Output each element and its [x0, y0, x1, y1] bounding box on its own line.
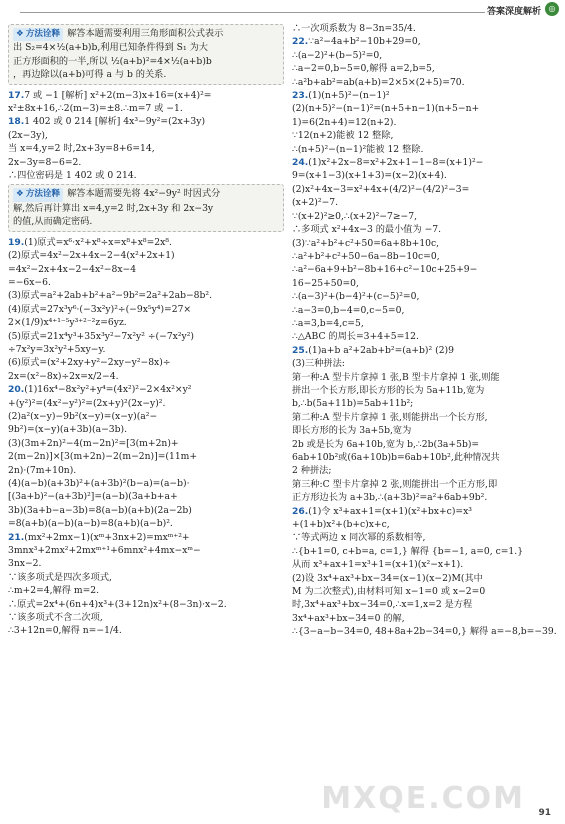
- answer-text: ∴原式=2x⁴+(6n+4)x³+(3+12n)x²+(8−3n)·x−2.: [8, 598, 227, 610]
- right-column: [292, 22, 560, 639]
- answer-line: [8, 115, 284, 128]
- page-number: 91: [538, 808, 551, 818]
- answer-text: 3mnx³+2mx²+2mxᵐ⁺¹+6mnx²+4mx−xᵐ−: [8, 545, 201, 557]
- answer-text: ∴a²+b²+c²+50−6a−8b−10c=0,: [292, 250, 440, 262]
- answer-text: 时,3x⁴+ax³+bx−34=0,∴x=1,x=2 是方程: [292, 599, 473, 611]
- answer-line: [8, 397, 284, 410]
- answer-text: ∴△ABC 的周长=3+4+5=12.: [292, 331, 419, 343]
- answer-text: 6ab+10b²或(6a+10b)b=6ab+10b²,此种情况共: [292, 452, 500, 463]
- answer-line: [292, 49, 560, 62]
- answer-text: 16−25+50=0,: [292, 277, 359, 289]
- question-number: 26.: [292, 505, 309, 517]
- answer-text: 2(m−2n)]×[3(m+2n)−2(m−2n)]=(11m+: [8, 451, 198, 463]
- answer-line: [292, 156, 560, 169]
- answer-line: [8, 450, 284, 463]
- answer-line: [292, 76, 560, 89]
- answer-line: [292, 169, 560, 182]
- answer-line: [8, 89, 284, 102]
- answer-line: [292, 491, 560, 504]
- answer-text: +(y²)²=(4x²−y²)²=(2x+y)²(2x−y)².: [8, 397, 166, 409]
- answer-line: [292, 35, 560, 48]
- answer-line: [8, 169, 284, 182]
- answer-line: [8, 437, 284, 450]
- answer-line: [292, 438, 560, 451]
- answer-line: [292, 424, 560, 437]
- answer-line: [8, 383, 284, 396]
- answer-line: [292, 384, 560, 397]
- answer-text: 2n)·(7m+10n).: [8, 464, 77, 476]
- answer-text: (4)原式=27x³y⁶·(−3x²y)²÷(−9x⁵y⁴)=27×: [8, 303, 192, 315]
- answer-text: (1)令 x³+ax+1=(x+1)(x²+bx+c)=x³: [308, 505, 472, 517]
- answer-text: ∴多项式 x²+4x−3 的最小值为 −7.: [292, 224, 442, 236]
- answer-text: 正方形边长为 a+3b,∴(a+3b)²=a²+6ab+9b².: [292, 492, 488, 504]
- question-number: 21.: [8, 531, 25, 543]
- answer-text: 拼出一个长方形,即长方形的长为 5a+11b,宽为: [292, 384, 485, 396]
- answer-text: ∵12(n+2)能被 12 整除,: [292, 130, 394, 142]
- answer-line: [292, 102, 560, 115]
- answer-text: ∴a²b+ab²=ab(a+b)=2×5×(2+5)=70.: [292, 76, 465, 88]
- answer-line: [292, 464, 560, 477]
- answer-text: ∵(x+2)²≥0,∴(x+2)²−7≥−7,: [292, 210, 418, 222]
- answer-text: 从而 x³+ax+1=x³+1=(x+1)(x²−x+1).: [292, 559, 464, 571]
- answer-text: 2b 或是长为 6a+10b,宽为 b,∴2b(3a+5b)=: [292, 438, 480, 450]
- answer-line: [292, 237, 560, 250]
- method-note-tag-label: 方法诠释: [25, 189, 61, 200]
- answer-line: [8, 276, 284, 289]
- answer-text: ∵等式两边 x 同次幂的系数相等,: [292, 532, 426, 544]
- answer-line: [292, 250, 560, 263]
- answer-line: [292, 357, 560, 370]
- answer-line: [8, 624, 284, 637]
- answer-text: 2x−3y=8−6=2.: [8, 156, 82, 168]
- answer-text: 9=(x+1−3)(x+1+3)=(x−2)(x+4).: [292, 170, 447, 182]
- answer-text: x²±8x+16,∴2(m−3)=±8.∴m=7 或 −1.: [8, 103, 183, 115]
- watermark: MXQE.COM: [321, 781, 525, 816]
- answer-text: b,∴b(5a+11b)=5ab+11b²;: [292, 398, 414, 410]
- answer-line: [8, 611, 284, 624]
- answer-text: (2)原式=4x²−2x+4x−2−4(x²+2x+1): [8, 250, 175, 262]
- answer-text: 第三种:C 型卡片拿掉 2 张,则能拼出一个正方形,即: [292, 478, 498, 490]
- answer-text: 2×(1/9)x⁴⁺¹⁻⁵y³⁺²⁻²z=6yz.: [8, 317, 127, 329]
- answer-line: [8, 102, 284, 115]
- method-note-box: [8, 184, 284, 231]
- answer-text: ∵该多项式不含二次项,: [8, 612, 103, 624]
- answer-line: [8, 504, 284, 517]
- answer-line: [8, 129, 284, 142]
- answer-line: [8, 263, 284, 276]
- question-number: 17.: [8, 89, 25, 101]
- answer-text: ∴a−2=0,b−5=0,解得 a=2,b=5,: [292, 63, 435, 75]
- answer-line: [292, 223, 560, 236]
- answer-line: [292, 129, 560, 142]
- answer-text: (3)(3m+2n)²−4(m−2n)²=[3(m+2n)+: [8, 437, 179, 449]
- answer-text: 2 种拼法;: [292, 465, 332, 477]
- answer-text: (2x−3y),: [8, 129, 48, 141]
- answer-text: ∴{b+1=0, c+b=a, c=1,} 解得 {b=−1, a=0, c=1.}: [292, 545, 524, 557]
- answer-line: [292, 210, 560, 223]
- answer-text: (3)∵a²+b²+c²+50=6a+8b+10c,: [292, 237, 440, 249]
- answer-text: ∵该多项式是四次多项式,: [8, 571, 112, 583]
- answer-text: =4x²−2x+4x−2−4x²−8x−4: [8, 263, 137, 275]
- left-column: [8, 22, 284, 638]
- answer-line: [8, 544, 284, 557]
- question-number: 22.: [292, 36, 309, 48]
- method-note-box: [8, 24, 284, 85]
- answer-line: [292, 558, 560, 571]
- answer-line: [292, 598, 560, 611]
- answer-text: 即长方形的长为 3a+5b,宽为: [292, 425, 412, 437]
- answer-text: 第二种:A 型卡片拿掉 1 张,则能拼出一个长方形,: [292, 411, 488, 423]
- answer-text: (2)设 3x⁴+ax³+bx−34=(x−1)(x−2)M(其中: [292, 572, 483, 584]
- answer-line: [8, 289, 284, 302]
- answer-text: ∴a=3,b=4,c=5,: [292, 317, 364, 329]
- answer-line: [292, 371, 560, 384]
- answer-text: (1)16x⁴−8x²y²+y⁴=(4x²)²−2×4x²×y²: [24, 384, 192, 396]
- answer-text: (2)x²+4x−3=x²+4x+(4/2)²−(4/2)²−3=: [292, 183, 470, 195]
- answer-line: [8, 142, 284, 155]
- answer-text: ∴(a−3)²+(b−4)²+(c−5)²=0,: [292, 291, 420, 303]
- answer-line: [8, 410, 284, 423]
- answer-line: [292, 263, 560, 276]
- answer-text: ÷7x²y=3x²y²+5xy−y.: [8, 343, 106, 355]
- answer-text: =8(a+b)(a−b)(a−b)=8(a+b)(a−b)².: [8, 518, 173, 530]
- question-number: 18.: [8, 116, 25, 128]
- answer-line: [292, 330, 560, 343]
- answer-line: [8, 236, 284, 249]
- answer-line: [292, 531, 560, 544]
- answer-text: 7 或 −1 [解析] x²+2(m−3)x+16=(x+4)²=: [24, 89, 212, 101]
- answer-line: [292, 451, 560, 464]
- method-note-text: ，再边除以(a+b)可得 a 与 b 的关系.: [13, 69, 167, 81]
- method-note-tag: [13, 188, 63, 201]
- page-header: [0, 0, 565, 22]
- answer-text: ∴一次项系数为 8−3n=35/4.: [292, 23, 416, 34]
- answer-text: (4)(a−b)(a+3b)²+(a+3b)²(b−a)=(a−b)·: [8, 478, 190, 489]
- answer-text: =−6x−6.: [8, 276, 51, 288]
- answer-line: [292, 505, 560, 518]
- answer-text: 第一种:A 型卡片拿掉 1 张,B 型卡片拿掉 1 张,则能: [292, 371, 500, 383]
- method-note-text: 出 S₂=4×½(a+b)b,利用已知条件得到 S₁ 为大: [13, 42, 208, 54]
- note-icon: ❖: [16, 189, 24, 200]
- answer-line: [8, 343, 284, 356]
- answer-text: 当 x=4,y=2 时,2x+3y=8+6=14,: [8, 143, 155, 155]
- header-rule: [20, 12, 485, 13]
- answer-line: [292, 304, 560, 317]
- answer-text: (3)三种拼法:: [292, 358, 345, 370]
- method-note-text: 解,然后再计算出 x=4,y=2 时,2x+3y 和 2x−3y: [13, 202, 214, 214]
- answer-text: (x+2)²−7.: [292, 197, 339, 209]
- answer-line: [8, 571, 284, 584]
- answer-line: [8, 464, 284, 477]
- answer-text: (1)a+b a²+2ab+b²=(a+b)² (2)9: [308, 344, 454, 356]
- answer-line: [292, 277, 560, 290]
- answer-line: [292, 89, 560, 102]
- answer-line: [292, 183, 560, 196]
- answer-line: [8, 303, 284, 316]
- question-number: 25.: [292, 344, 309, 356]
- answer-line: [8, 477, 284, 490]
- answer-line: [8, 531, 284, 544]
- method-note-text: 的值,从而确定密码.: [13, 216, 93, 228]
- method-note-line: [13, 187, 279, 201]
- answer-text: 9b²)=(x−y)(a+3b)(a−3b).: [8, 424, 127, 436]
- answer-text: ∴{3−a−b−34=0, 48+8a+2b−34=0,} 解得 a=−8,b=−39.: [292, 626, 557, 638]
- answer-text: 1)=6(2n+4)=12(n+2).: [292, 116, 397, 128]
- header-title: 答案深度解析: [486, 7, 541, 17]
- answer-text: (1)原式=x⁶·x²+x⁸÷x=x⁸+x⁸=2x⁸.: [24, 236, 172, 248]
- answer-line: [8, 316, 284, 329]
- answer-line: [8, 423, 284, 436]
- method-note-line: [13, 27, 279, 41]
- answer-line: [292, 572, 560, 585]
- note-icon: ❖: [16, 29, 24, 39]
- answer-line: [292, 317, 560, 330]
- answer-text: (2)a²(x−y)−9b²(x−y)=(x−y)(a²−: [8, 410, 158, 422]
- answer-text: (1)x²+2x−8=x²+2x+1−1−8=(x+1)²−: [308, 157, 484, 169]
- answer-text: ∴a−3=0,b−4=0,c−5=0,: [292, 304, 405, 316]
- answer-text: ∴(n+5)²−(n−1)²能被 12 整除.: [292, 143, 424, 155]
- answer-line: [292, 411, 560, 424]
- question-number: 19.: [8, 236, 25, 248]
- answer-text: (3)原式=a²+2ab+b²+a²−9b²=2a²+2ab−8b².: [8, 290, 213, 302]
- answer-line: [8, 356, 284, 369]
- answer-text: (6)原式=(x²+2xy+y²−2xy−y²−8x)÷: [8, 357, 171, 369]
- answer-line: [292, 612, 560, 625]
- method-note-text: 正方形面积的一半,所以 ½(a+b)²=4×½(a+b)b: [13, 55, 212, 67]
- answer-text: (5)原式=21x⁴y³+35x³y²−7x²y² ÷(−7x²y²): [8, 330, 194, 342]
- method-note-tag-label: 方法诠释: [25, 29, 61, 39]
- answer-text: M 为二次整式),由材料可知 x−1=0 或 x−2=0: [292, 586, 486, 598]
- answer-line: [8, 584, 284, 597]
- question-number: 23.: [292, 90, 309, 102]
- question-number: 20.: [8, 384, 25, 396]
- answer-line: [292, 62, 560, 75]
- answer-line: [292, 545, 560, 558]
- answer-line: [292, 196, 560, 209]
- answer-line: [8, 598, 284, 611]
- answer-text: ∴a²−6a+9+b²−8b+16+c²−10c+25+9−: [292, 264, 478, 276]
- answer-text: 2x=(x²−8x)÷2x=x/2−4.: [8, 370, 119, 382]
- question-number: 24.: [292, 157, 309, 169]
- answer-line: [292, 344, 560, 357]
- answer-line: [292, 518, 560, 531]
- answer-line: [8, 557, 284, 570]
- answer-text: ∴(a−2)²+(b−5)²=0,: [292, 49, 383, 61]
- answer-line: [292, 585, 560, 598]
- answer-line: [292, 143, 560, 156]
- answer-text: 3x⁴+ax³+bx−34=0 的解,: [292, 612, 405, 624]
- answer-line: [292, 290, 560, 303]
- answer-line: [8, 370, 284, 383]
- method-note-tag: [13, 28, 63, 41]
- answer-line: [8, 517, 284, 530]
- brand-logo-icon: ◎: [545, 2, 559, 16]
- answer-text: ∴3+12n=0,解得 n=−1/4.: [8, 625, 122, 637]
- answer-text: (1)(n+5)²−(n−1)²: [308, 90, 390, 102]
- answer-text: 1 402 或 0 214 [解析] 4x³−9y²=(2x+3y): [24, 116, 206, 128]
- answer-line: [8, 330, 284, 343]
- answer-line: [292, 478, 560, 491]
- answer-text: 3b)(3a+b−a−3b)=8(a−b)(a+b)(2a−2b): [8, 504, 192, 516]
- answer-text: ∵a²−4a+b²−10b+29=0,: [308, 36, 421, 48]
- answer-text: (2)(n+5)²−(n−1)²=(n+5+n−1)(n+5−n+: [292, 103, 480, 115]
- answer-text: ∴四位密码是 1 402 或 0 214.: [8, 170, 137, 182]
- answer-line: [292, 625, 560, 638]
- answer-line: [292, 116, 560, 129]
- answer-line: [8, 156, 284, 169]
- answer-text: 3nx−2.: [8, 558, 42, 570]
- answer-text: ∴m+2=4,解得 m=2.: [8, 585, 100, 597]
- answer-line: [292, 22, 560, 35]
- answer-text: (mx²+2mx−1)(xᵐ+3nx+2)=mxᵐ⁺²+: [24, 531, 190, 543]
- answer-text: [(3a+b)²−(a+3b)²]=(a−b)(3a+b+a+: [8, 491, 178, 503]
- answer-text: +(1+b)x²+(b+c)x+c,: [292, 519, 390, 531]
- method-note-text: 解答本题需要利用三角形面积公式表示: [67, 28, 224, 39]
- answer-line: [292, 397, 560, 410]
- answer-line: [8, 249, 284, 262]
- answer-line: [8, 490, 284, 503]
- method-note-text: 解答本题需要先将 4x²−9y² 时因式分: [67, 188, 221, 200]
